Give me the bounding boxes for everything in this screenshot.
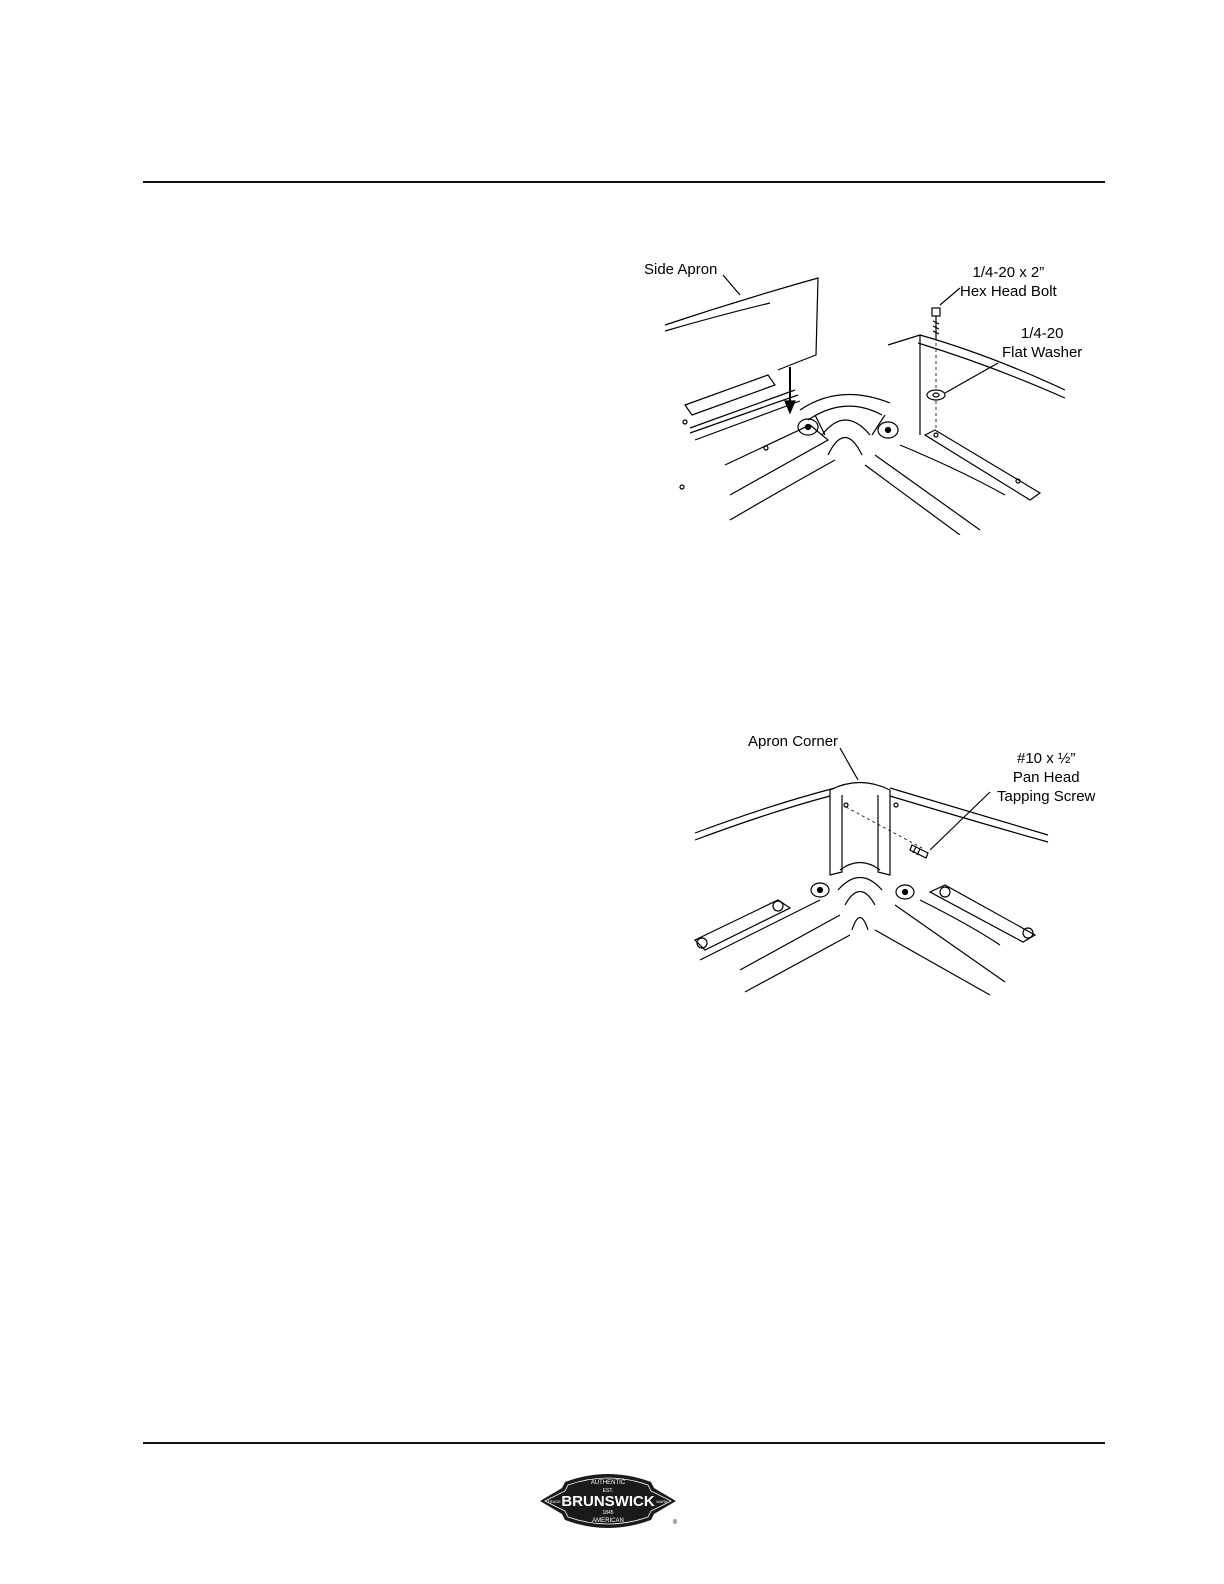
tapping-screw-line2: Pan Head bbox=[1012, 769, 1080, 786]
logo-american-text: AMERICAN bbox=[592, 1518, 624, 1524]
hex-bolt-line2: Hex Head Bolt bbox=[960, 283, 1057, 300]
logo-registered-mark: ® bbox=[672, 1520, 678, 1526]
logo-brand-text: BRUNSWICK bbox=[561, 1493, 655, 1510]
brunswick-logo bbox=[537, 1472, 679, 1530]
apron-corner-text: Apron Corner bbox=[748, 733, 839, 750]
tapping-screw-line3: Tapping Screw bbox=[997, 788, 1096, 805]
flat-washer-line1: 1/4-20 bbox=[1020, 325, 1064, 342]
hex-bolt-line1: 1/4-20 x 2” bbox=[972, 264, 1045, 281]
bottom-rule bbox=[143, 1442, 1105, 1444]
tapping-screw-line1: #10 x ½” bbox=[1017, 750, 1076, 767]
brunswick-logo-emblem bbox=[537, 1472, 679, 1530]
hex-bolt-label bbox=[960, 263, 1057, 301]
side-apron-text: Side Apron bbox=[644, 261, 718, 278]
logo-year-text: 1845 bbox=[602, 1510, 614, 1516]
tapping-screw-label bbox=[997, 749, 1095, 806]
side-apron-label bbox=[644, 260, 717, 279]
logo-est-text: EST. bbox=[602, 1488, 614, 1494]
logo-trade-text: TRADE bbox=[547, 1499, 561, 1504]
figure-apron-corner-install bbox=[690, 730, 1110, 1000]
flat-washer-line2: Flat Washer bbox=[1002, 344, 1083, 361]
top-rule bbox=[143, 181, 1105, 183]
apron-corner-label bbox=[748, 732, 838, 751]
logo-mark-text: MARK bbox=[656, 1499, 668, 1504]
figure-side-apron-install bbox=[644, 255, 1100, 535]
logo-authentic-text: AUTHENTIC bbox=[590, 1480, 626, 1486]
flat-washer-label bbox=[1002, 324, 1082, 362]
